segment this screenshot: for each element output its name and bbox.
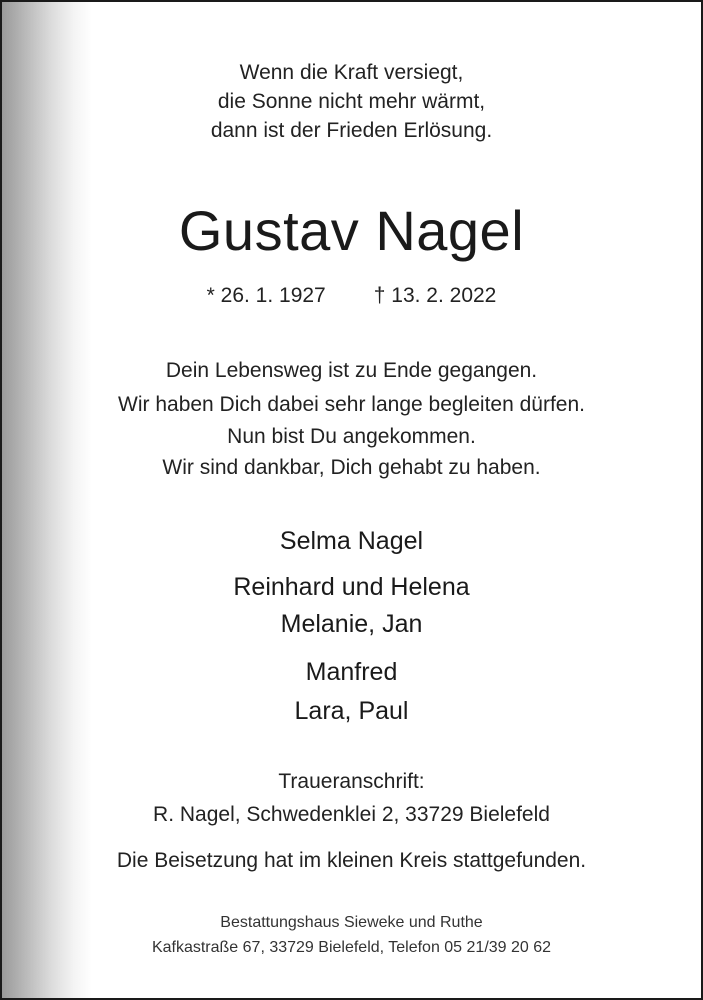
verse-top-line-1: Wenn die Kraft versiegt,	[239, 61, 464, 84]
family-member-2: Reinhard und Helena	[233, 573, 470, 601]
funeral-home-name: Bestattungshaus Sieweke und Ruthe	[220, 914, 483, 931]
birth-date: * 26. 1. 1927	[206, 284, 326, 307]
verse-middle-line-2: Wir haben Dich dabei sehr lange begleiten dürfen.	[118, 393, 585, 416]
deceased-name: Gustav Nagel	[178, 199, 525, 262]
address-heading: Traueranschrift:	[278, 770, 425, 793]
death-date: † 13. 2. 2022	[373, 284, 497, 307]
family-member-4: Manfred	[305, 658, 398, 686]
funeral-home-contact: Kafkastraße 67, 33729 Bielefeld, Telefon 05 21/39 20 62	[151, 939, 552, 956]
verse-middle-line-4: Wir sind dankbar, Dich gehabt zu haben.	[162, 456, 541, 479]
verse-middle-line-1: Dein Lebensweg ist zu Ende gegangen.	[165, 359, 538, 382]
address-line: R. Nagel, Schwedenklei 2, 33729 Bielefeld	[153, 803, 550, 826]
family-member-1: Selma Nagel	[279, 527, 424, 555]
verse-middle-line-3: Nun bist Du angekommen.	[227, 425, 476, 448]
family-member-3: Melanie, Jan	[280, 610, 423, 638]
family-member-5: Lara, Paul	[294, 697, 409, 725]
page-edge-shadow	[2, 2, 92, 998]
burial-note: Die Beisetzung hat im kleinen Kreis stattgefunden.	[116, 849, 587, 872]
verse-top-line-2: die Sonne nicht mehr wärmt,	[217, 90, 486, 113]
verse-top-line-3: dann ist der Frieden Erlösung.	[210, 119, 493, 142]
life-dates	[2, 285, 701, 306]
